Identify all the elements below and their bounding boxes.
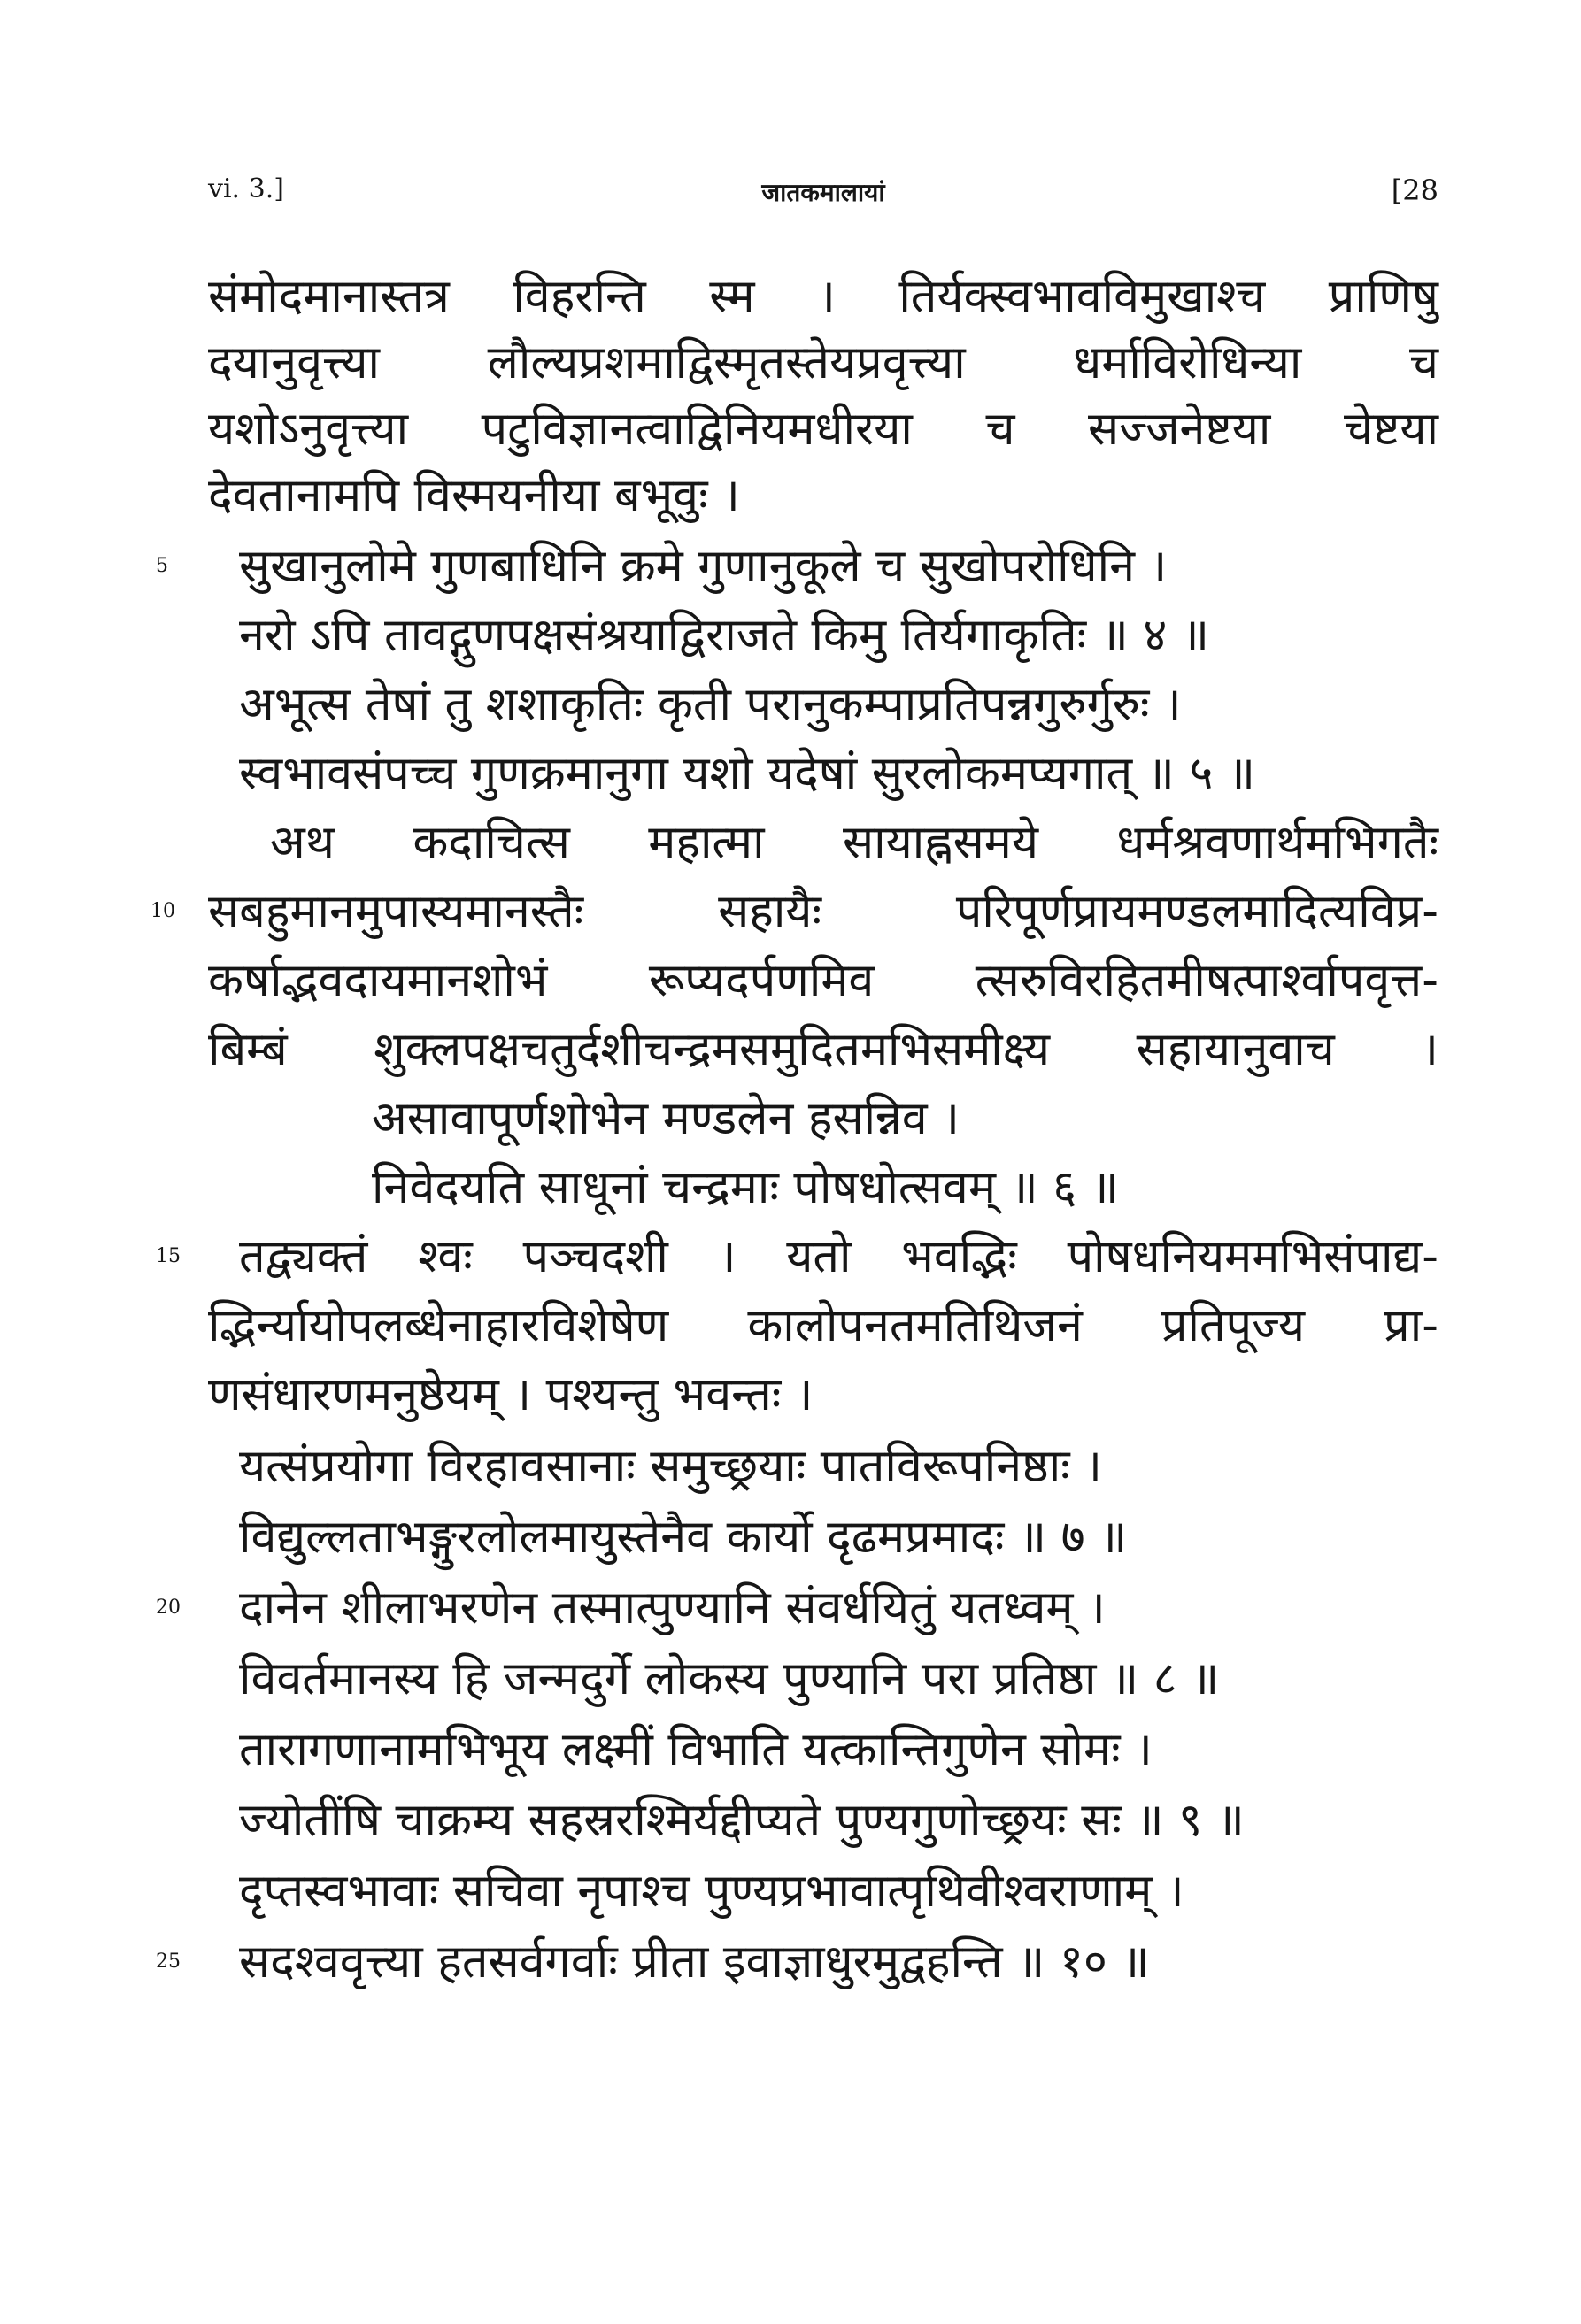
running-header — [208, 173, 1438, 218]
verse-line: दृप्तस्वभावाः सचिवा नृपाश्च पुण्यप्रभावात्पृथिवीश्वराणाम् । — [239, 1865, 1184, 1918]
verse-line: स्वभावसंपच्च गुणक्रमानुगा यशो यदेषां सुरलोकमप्यगात् ॥ ५ ॥ — [239, 747, 1256, 800]
page-number: [28 — [1391, 173, 1438, 207]
verse-line: अभूत्स तेषां तु शशाकृतिः कृती परानुकम्पाप्रतिपन्नगुरुर्गुरुः । — [239, 678, 1182, 731]
text-line: संमोदमानास्तत्र विहरन्ति स्म । तिर्यक्स्वभावविमुखाश्च प्राणिषु — [208, 270, 1438, 323]
text-line: अथ कदाचित्स महात्मा सायाह्नसमये धर्मश्रवणार्थमभिगतैः — [270, 816, 1438, 869]
verse-line: दानेन शीलाभरणेन तस्मात्पुण्यानि संवर्धयितुं यतध्वम् । — [239, 1581, 1106, 1635]
text-line: सबहुमानमुपास्यमानस्तैः सहायैः परिपूर्णप्रायमण्डलमादित्यविप्र- — [208, 885, 1438, 938]
section-reference: vi. 3.] — [208, 173, 284, 204]
verse-line: यत्संप्रयोगा विरहावसानाः समुच्छ्रयाः पातविरूपनिष्ठाः । — [239, 1440, 1102, 1493]
line-number: 10 — [150, 900, 175, 922]
line-number: 25 — [156, 1951, 181, 1973]
verse-line: विद्युल्लताभङ्गुरलोलमायुस्तेनैव कार्यो दृढमप्रमादः ॥ ७ ॥ — [239, 1511, 1128, 1564]
text-line: दयानुवृत्त्या लौल्यप्रशमाद्विस्मृतस्तेयप्रवृत्त्या धर्माविरोधिन्या च — [208, 336, 1438, 389]
verse-line: ज्योतींषि चाक्रम्य सहस्ररश्मिर्यद्दीप्यते पुण्यगुणोच्छ्रयः सः ॥ ९ ॥ — [239, 1794, 1245, 1847]
verse-line: विवर्तमानस्य हि जन्मदुर्गे लोकस्य पुण्यानि परा प्रतिष्ठा ॥ ८ ॥ — [239, 1652, 1220, 1705]
verse-line: नरो ऽपि तावद्गुणपक्षसंश्रयाद्विराजते किमु तिर्यगाकृतिः ॥ ४ ॥ — [239, 609, 1210, 662]
text-line: णसंधारणमनुष्ठेयम् । पश्यन्तु भवन्तः । — [208, 1368, 814, 1421]
verse-line: निवेदयति साधूनां चन्द्रमाः पोषधोत्सवम् ॥ ६ ॥ — [372, 1161, 1119, 1214]
line-number: 15 — [156, 1245, 181, 1267]
verse-line: सुखानुलोमे गुणबाधिनि क्रमे गुणानुकूले च सुखोपरोधिनि । — [239, 540, 1168, 593]
text-line: बिम्बं शुक्लपक्षचतुर्दशीचन्द्रमसमुदितमभिसमीक्ष्य सहायानुवाच । — [208, 1023, 1438, 1076]
line-number: 20 — [156, 1597, 181, 1619]
running-title: जातकमालायां — [761, 178, 885, 207]
verse-line: तारागणानामभिभूय लक्ष्मीं विभाति यत्कान्तिगुणेन सोमः । — [239, 1723, 1153, 1776]
text-line: देवतानामपि विस्मयनीया बभूवुः । — [208, 469, 740, 522]
line-number: 5 — [156, 555, 168, 577]
text-line: द्भिर्न्यायोपलब्धेनाहारविशेषेण कालोपनतमतिथिजनं प्रतिपूज्य प्रा- — [208, 1299, 1438, 1352]
verse-line: असावापूर्णशोभेन मण्डलेन हसन्निव । — [372, 1092, 960, 1145]
text-line: यशोऽनुवृत्त्या पटुविज्ञानत्वाद्विनियमधीरया च सज्जनेष्टया चेष्टया — [208, 403, 1438, 456]
text-line: तद्व्यक्तं श्वः पञ्चदशी । यतो भवद्भिः पोषधनियममभिसंपाद्य- — [239, 1230, 1438, 1283]
verse-line: सदश्ववृत्त्या हतसर्वगर्वाः प्रीता इवाज्ञाधुरमुद्वहन्ति ॥ १० ॥ — [239, 1935, 1150, 1989]
text-line: कर्षाद्भवदायमानशोभं रूप्यदर्पणमिव त्सरुविरहितमीषत्पार्श्वापवृत्त- — [208, 954, 1438, 1007]
